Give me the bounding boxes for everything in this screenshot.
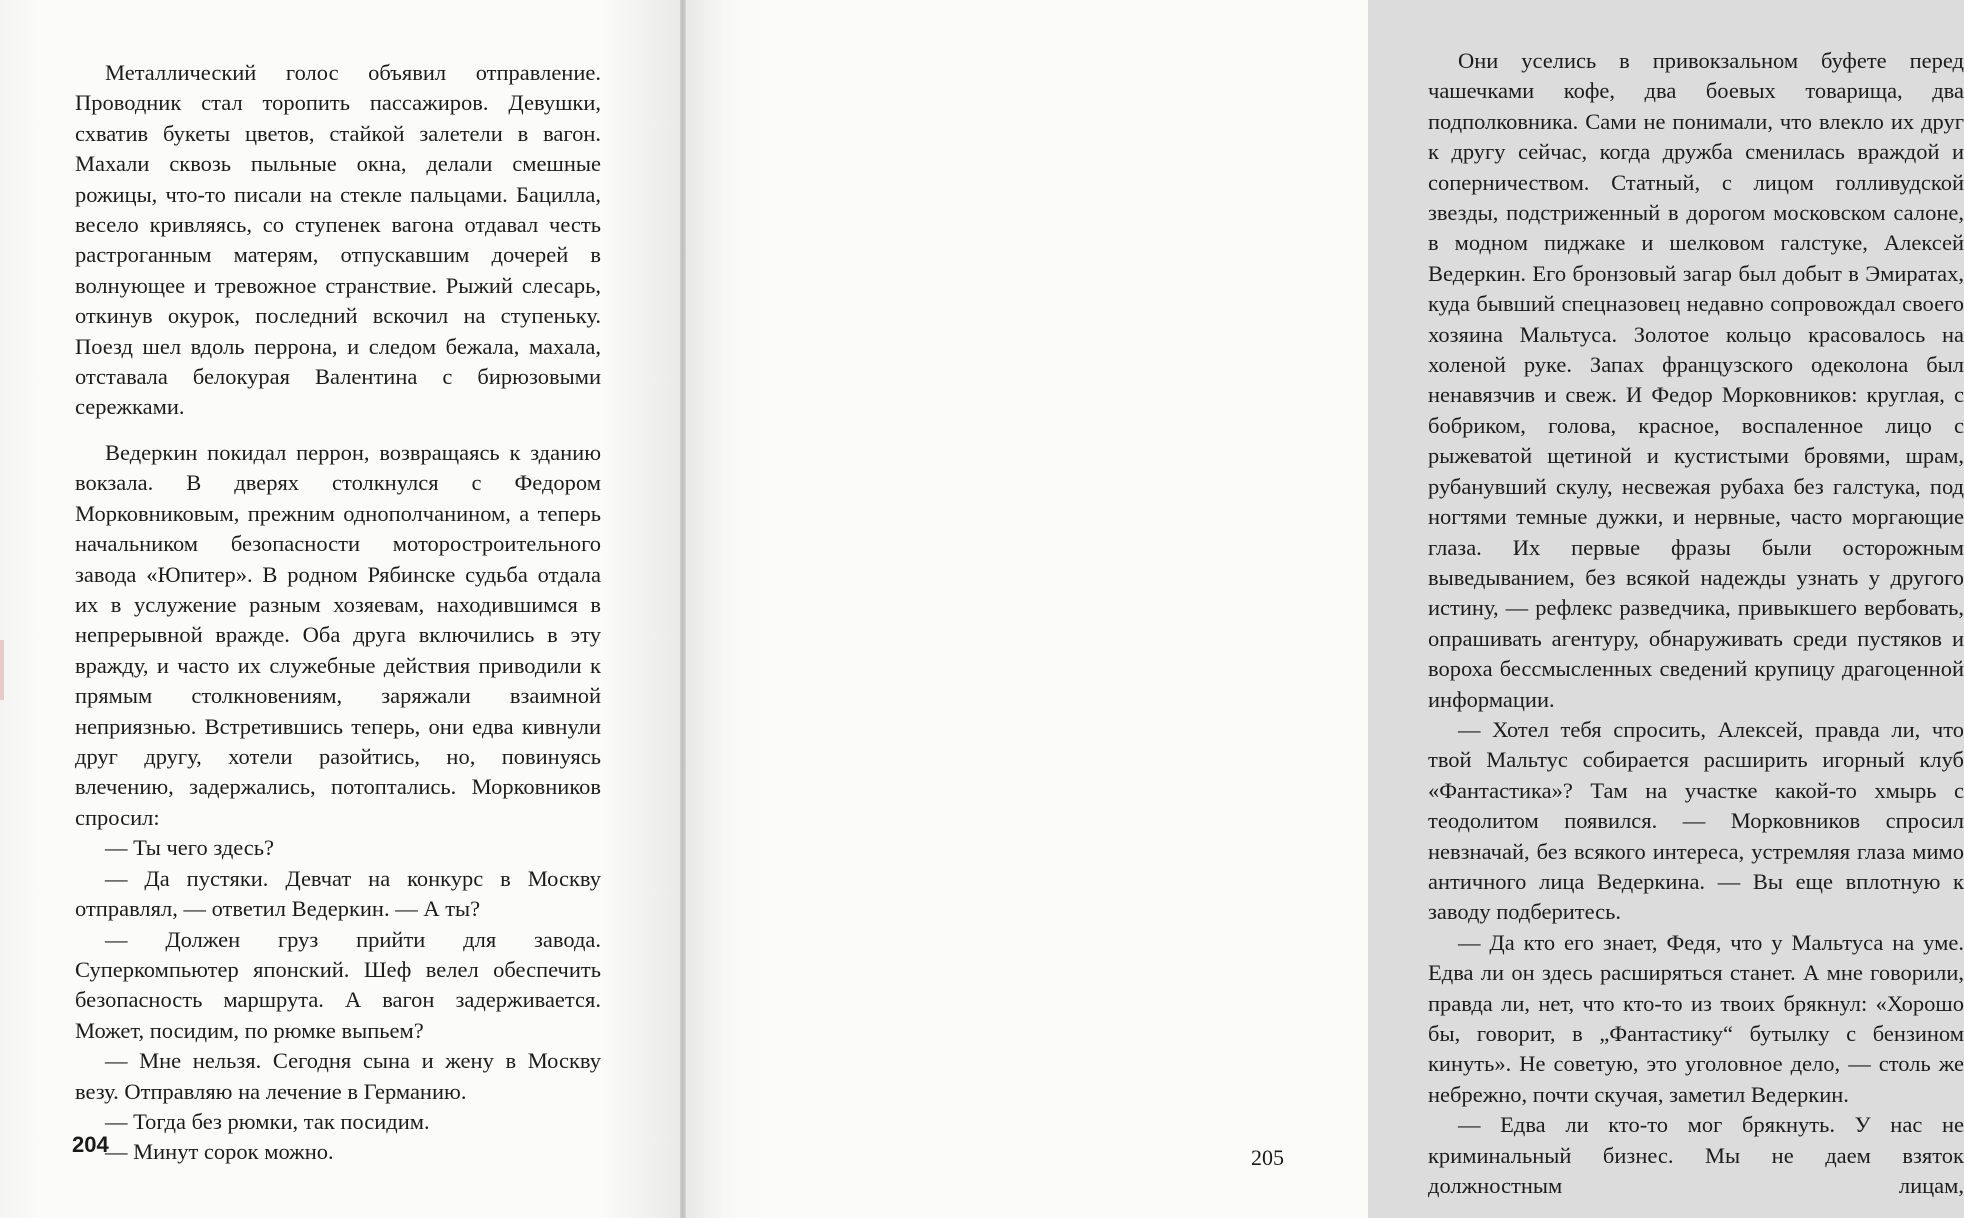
dialogue-line: — Тогда без рюмки, так посидим. (105, 1108, 430, 1134)
dialogue-line: — Ты чего здесь? (105, 835, 275, 861)
dialogue-line: — Да кто его знает, Федя, что у Мальтуса на уме. Едва ли он здесь расширяться станет. А мне говорили, правда ли, нет, что кто-то из твоих брякнул: «Хорошо бы, говорит, в „Фантастику“ бутылку с бензином кинуть». Не советую, это уголовное дело, — столь же небрежно, почти скучая, заметил Ведеркин. (1428, 929, 1964, 1107)
dialogue-line: — Минут сорок можно. (105, 1139, 334, 1165)
paragraph: Металлический голос объявил отправление. Проводник стал торопить пассажиров. Девушки, схватив букеты цветов, стайкой залетели в вагон. Махали сквозь пыльные окна, делали смешные рожицы, что-то писали на стекле пальцами. Бацилла, весело кривляясь, со ступенек вагона отдавал честь растроганным матерям, отпускавшим дочерей в волнующее и тревожное странствие. Рыжий слесарь, откинув окурок, последний вскочил на ступеньку. Поезд шел вдоль перрона, и следом бежала, махала, отставала белокурая Валентина с бирюзовыми сережками. (75, 60, 601, 420)
book-gutter (680, 0, 686, 1218)
left-section-2 (75, 438, 601, 1168)
page-number-right: 205 (1251, 1145, 1284, 1170)
page-number-left: 204 (72, 1132, 109, 1157)
right-page (683, 0, 1964, 1218)
page-edge-mark (0, 640, 4, 700)
paragraph: Ведеркин покидал перрон, возвращаясь к зданию вокзала. В дверях столкнулся с Федором Морковниковым, прежним однополчанином, а теперь начальником безопасности моторостроительного завода «Юпитер». В родном Рябинске судьба отдала их в услужение разным хозяевам, находившимся в непрерывной вражде. Оба друга включились в эту вражду, и часто их служебные действия приводили к прямым столкновениям, заряжали взаимной неприязнью. Встретившись теперь, они едва кивнули друг другу, хотели разойтись, но, повинуясь влечению, задержались, потоптались. Морковников спросил: (75, 440, 601, 830)
left-section-1 (75, 58, 601, 423)
paragraph: Они уселись в привокзальном буфете перед чашечками кофе, два боевых товарища, два подполковника. Сами не понимали, что влекло их друг к другу сейчас, когда дружба сменилась враждой и соперничеством. Статный, с лицом голливудской звезды, подстриженный в дорогом московском салоне, в модном пиджаке и шелковом галстуке, Алексей Ведеркин. Его бронзовый загар был добыт в Эмиратах, куда бывший спецназовец недавно сопровождал своего хозяина Мальтуса. Золотое кольцо красовалось на холеной руке. Запах французского одеколона был ненавязчив и свеж. И Федор Морковников: круглая, с бобриком, голова, красное, воспаленное лицо с рыжеватой щетиной и кустистыми бровями, шрам, рубанувший скулу, несвежая рубаха без галстука, под ногтями темные дужки, и нервные, часто моргающие глаза. Их первые фразы были осторожным выведыванием, без всякой надежды узнать у другого истину, — рефлекс разведчика, привыкшего вербовать, опрашивать агентуру, обнаруживать среди пустяков и вороха бессмысленных сведений крупицу драгоценной информации. (1428, 48, 1964, 712)
dialogue-line: — Должен груз прийти для завода. Суперкомпьютер японский. Шеф велел обеспечить безопасность маршрута. А вагон задерживается. Может, посидим, по рюмке выпьем? (75, 926, 601, 1043)
dialogue-line: — Хотел тебя спросить, Алексей, правда ли, что твой Мальтус собирается расширить игорный клуб «Фантастика»? Там на участке какой-то хмырь с теодолитом появился. — Морковников спросил невзначай, без всякого интереса, устремляя глаза мимо античного лица Ведеркина. — Вы еще вплотную к заводу подберитесь. (1428, 716, 1964, 925)
right-text-block (1428, 46, 1964, 1201)
left-page (0, 0, 683, 1218)
dialogue-line: — Мне нельзя. Сегодня сына и жену в Москву везу. Отправляю на лечение в Германию. (75, 1048, 601, 1104)
dialogue-line: — Да пустяки. Девчат на конкурс в Москву отправлял, — ответил Ведеркин. — А ты? (75, 865, 601, 922)
dialogue-line: — Едва ли кто-то мог брякнуть. У нас не криминальный бизнес. Мы не даем взяток должностным лицам, (1428, 1112, 1964, 1199)
